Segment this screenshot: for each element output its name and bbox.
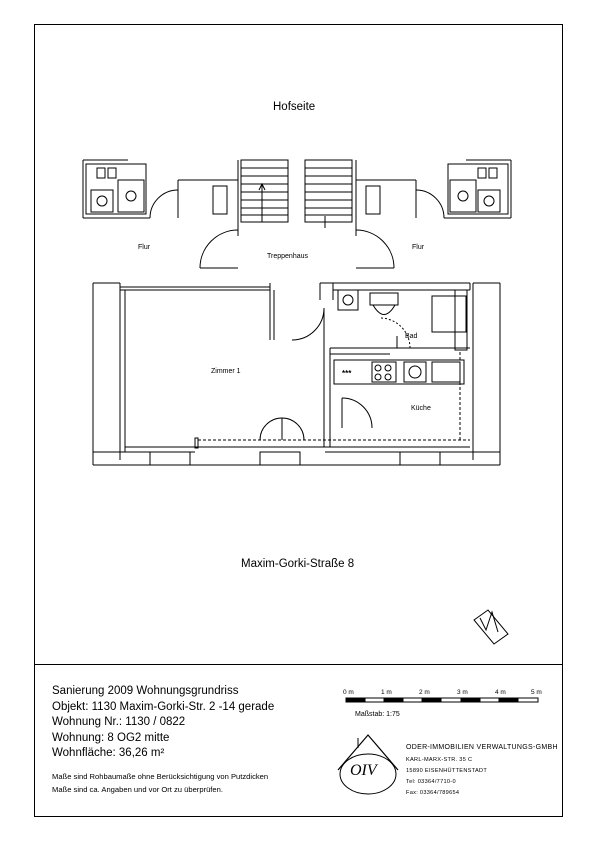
- room-label-zimmer: Zimmer 1: [211, 368, 241, 375]
- notes-block: [52, 770, 268, 796]
- note-line-2: Maße sind ca. Angaben und vor Ort zu überprüfen.: [52, 785, 223, 794]
- company-tel: Tel: 03364/7710-0: [406, 779, 456, 785]
- info-line-1: Sanierung 2009 Wohnungsgrundriss: [52, 685, 239, 697]
- info-line-4: Wohnung: 8 OG2 mitte: [52, 731, 170, 744]
- bottom-label: Maxim-Gorki-Straße 8: [241, 558, 355, 570]
- scale-tick-5: 5 m: [531, 689, 542, 696]
- company-fax: Fax: 03364/789654: [406, 790, 460, 796]
- neighbor-kitchen-right: [416, 160, 511, 218]
- scale-tick-1: 1 m: [381, 689, 392, 696]
- neighbor-kitchen-left: [83, 160, 178, 218]
- stove-marks: ***: [342, 369, 352, 378]
- compass-icon: [474, 610, 508, 644]
- info-line-3: Wohnung Nr.: 1130 / 0822: [52, 716, 186, 728]
- info-line-5: Wohnfläche: 36,26 m²: [52, 747, 165, 759]
- treppenhaus-walls: [200, 230, 394, 268]
- company-city: 15890 EISENHÜTTENSTADT: [406, 768, 488, 774]
- note-line-1: Maße sind Rohbaumaße ohne Berücksichtigung von Putzdicken: [52, 772, 269, 781]
- scale-tick-2: 2 m: [419, 689, 430, 696]
- scale-tick-3: 3 m: [457, 689, 468, 696]
- scale-tick-0: 0 m: [343, 689, 354, 696]
- company-street: KARL-MARX-STR. 35 C: [406, 757, 473, 763]
- company-block: [406, 744, 558, 799]
- scale-tick-4: 4 m: [495, 689, 506, 696]
- scale-bar: [346, 698, 538, 702]
- scale-label: Maßstab: 1:75: [355, 711, 400, 718]
- room-label-flur-right: Flur: [412, 244, 425, 251]
- room-label-treppenhaus: Treppenhaus: [267, 253, 308, 260]
- top-label: Hofseite: [273, 101, 316, 113]
- flur-walls: [178, 160, 416, 230]
- room-label-bad: Bad: [405, 333, 418, 340]
- room-label-flur-left: Flur: [138, 244, 151, 251]
- room-label-kueche: Küche: [411, 405, 431, 412]
- logo-text: OIV: [350, 762, 377, 779]
- info-line-2: Objekt: 1130 Maxim-Gorki-Str. 2 -14 gerade: [52, 700, 275, 713]
- staircase: [241, 160, 352, 228]
- apartment-walls: [93, 283, 500, 465]
- company-name: ODER-IMMOBILIEN VERWALTUNGS-GMBH: [406, 744, 558, 751]
- info-block: [52, 684, 274, 762]
